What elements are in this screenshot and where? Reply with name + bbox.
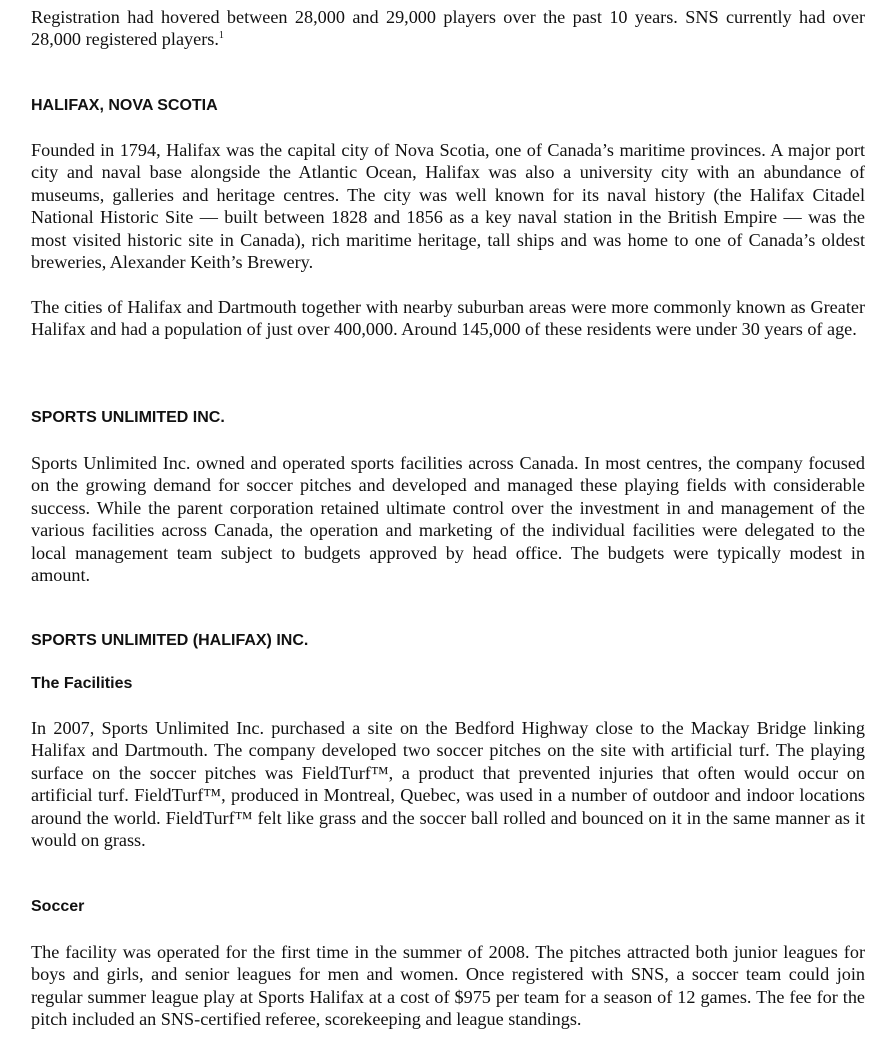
subheading-facilities: The Facilities — [31, 675, 133, 692]
intro-paragraph — [31, 6, 865, 51]
section-heading-halifax: HALIFAX, NOVA SCOTIA — [31, 97, 218, 114]
section-heading-sports-unlimited: SPORTS UNLIMITED INC. — [31, 409, 225, 426]
intro-text: Registration had hovered between 28,000 and 29,000 players over the past 10 years. SNS currently had over 28,000 registered players. — [31, 7, 865, 50]
subheading-soccer: Soccer — [31, 898, 85, 915]
sports-unlimited-paragraph: Sports Unlimited Inc. owned and operated sports facilities across Canada. In most centres, the company focused on the growing demand for soccer pitches and developed and managed these playing fields with considerable success. While the parent corporation retained ultimate control over the investment in and management of the various facilities across Canada, the operation and marketing of the individual facilities were delegated to the local management team subject to budgets approved by head office. The budgets were typically modest in amount. — [31, 453, 865, 586]
halifax-paragraph-2: The cities of Halifax and Dartmouth together with nearby suburban areas were more commonly known as Greater Halifax and had a population of just over 400,000. Around 145,000 of these residents were under 30 years of age. — [31, 297, 865, 340]
facilities-paragraph: In 2007, Sports Unlimited Inc. purchased a site on the Bedford Highway close to the Mackay Bridge linking Halifax and Dartmouth. The company developed two soccer pitches on the site with artificial turf. The playing surface on the soccer pitches was FieldTurf™, a product that prevented injuries that often would occur on artificial turf. FieldTurf™, produced in Montreal, Quebec, was used in a number of outdoor and indoor locations around the world. FieldTurf™ felt like grass and the soccer ball rolled and bounced on it in the same manner as it would on grass. — [31, 718, 865, 851]
section-heading-sports-unlimited-halifax: SPORTS UNLIMITED (HALIFAX) INC. — [31, 632, 309, 649]
soccer-paragraph: The facility was operated for the first time in the summer of 2008. The pitches attracted both junior leagues for boys and girls, and senior leagues for men and women. Once registered with SNS, a soccer team could join regular summer league play at Sports Halifax at a cost of $975 per team for a season of 12 games. The fee for the pitch included an SNS-certified referee, scorekeeping and league standings. — [31, 942, 865, 1030]
halifax-paragraph-1: Founded in 1794, Halifax was the capital city of Nova Scotia, one of Canada’s maritime provinces. A major port city and naval base alongside the Atlantic Ocean, Halifax was also a university city with an abundance of museums, galleries and heritage centres. The city was well known for its naval history (the Halifax Citadel National Historic Site — built between 1828 and 1856 as a key naval station in the British Empire — was the most visited historic site in Canada), rich maritime heritage, tall ships and was home to one of Canada’s oldest breweries, Alexander Keith’s Brewery. — [31, 140, 865, 273]
footnote-marker: 1 — [218, 30, 224, 42]
